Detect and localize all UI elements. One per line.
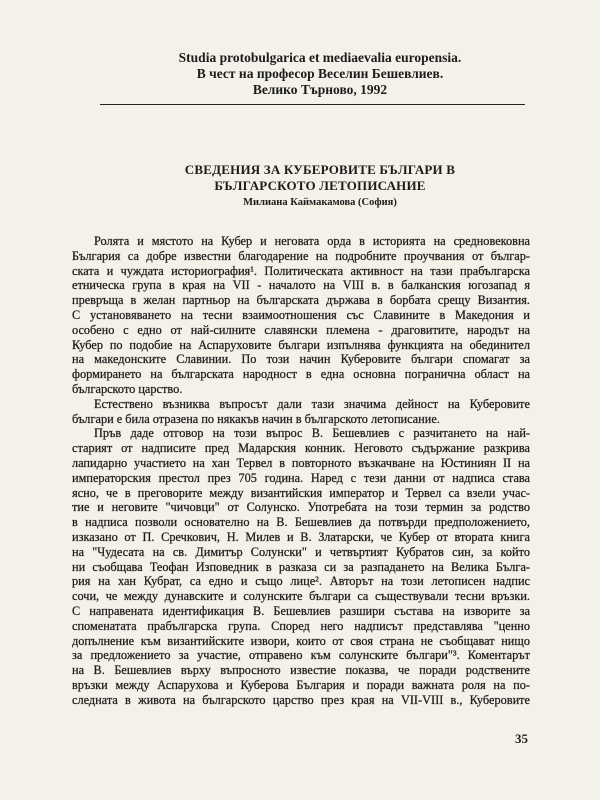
- body-text-line: на "Чудесата на св. Димитър Солунски" и четвъртият Кубратов син, за който: [72, 544, 530, 559]
- header-divider: [100, 104, 525, 105]
- body-text-line: българското царство.: [72, 381, 183, 396]
- body-text-line: на В. Бешевлиев върху въпросното известие показва, че поради родствените: [72, 663, 530, 678]
- body-text-line: българи е била отразена по някакъв начин в българското летописание.: [72, 411, 440, 426]
- article-body: [72, 234, 530, 708]
- body-text-line: в надписа позволи основателно на В. Бешевлиев да потвърди предположението,: [72, 515, 530, 530]
- journal-header-line: Велико Търново, 1992: [252, 82, 388, 97]
- body-text-line: следната в живота на българското царство през края на VII-VIII в., Куберовите: [72, 692, 530, 707]
- body-text-line: Естествено възниква въпросът дали тази значима дейност на Куберовите: [94, 396, 530, 411]
- page-number: 35: [515, 731, 528, 746]
- body-text-line: императорския престол през 705 година. Наред с тези данни от надписа става: [72, 470, 530, 485]
- body-text-line: връзки между Аспарухова и Куберова България и поради важната роля на по-: [72, 677, 530, 692]
- body-text-line: особено с едно от най-силните славянски племена - драговитите, народът на: [72, 322, 530, 337]
- article-title-line: СВЕДЕНИЯ ЗА КУБЕРОВИТЕ БЪЛГАРИ В: [184, 162, 456, 177]
- article-author: Милиана Каймакамова (София): [243, 197, 397, 208]
- body-text-line: ската и чуждата историография¹. Политическата активност на тази прабългарска: [72, 263, 530, 278]
- body-text-line: С установяването на тесни взаимоотношения със Славините в Македония и: [72, 307, 530, 322]
- body-text-line: лапидарно участието на хан Тервел в повторното възкачване на Юстиниян II на: [72, 455, 530, 470]
- body-text-line: ни съобщава Теофан Изповедник в разказа си за разпадането на Велика Бълга-: [72, 559, 530, 574]
- body-text-line: за предложението за участие, отправено към солунските българи"³. Коментарът: [72, 648, 530, 663]
- body-text-line: Кубер по подобие на Аспаруховите българи изпълнява функцията на обединител: [72, 337, 530, 352]
- body-text-line: сочи, че между дунавските и солунските българи са съществували тесни връзки.: [72, 589, 530, 604]
- body-text-line: формирането на българската народност в една основна погранична област на: [72, 367, 530, 382]
- body-text-line: етническа група в края на VII - началото на VIII в. в балканския югозапад я: [72, 278, 530, 293]
- body-text-line: рия на хан Кубрат, са едно и също лице². Авторът на този летописен надпис: [72, 574, 530, 589]
- journal-header-line: Studia protobulgarica et mediaevalia europensia.: [178, 50, 462, 65]
- body-text-line: изказано от П. Сречкович, Н. Милев и В. Златарски, че Кубер от втората книга: [72, 529, 530, 544]
- body-text-line: старият от надписите пред Мадарския конник. Неговото съдържание разкрива: [72, 441, 530, 456]
- body-text-line: Пръв даде отговор на този въпрос В. Бешевлиев с разчитането на най-: [94, 426, 530, 441]
- body-text-line: допълнение към византийските извори, които от своя страна не съобщават нищо: [72, 633, 530, 648]
- journal-header-line: В чест на професор Веселин Бешевлиев.: [196, 66, 444, 81]
- body-text-line: С направената идентификация В. Бешевлиев разшири състава на изворите за: [72, 603, 530, 618]
- article-title-line: БЪЛГАРСКОТО ЛЕТОПИСАНИЕ: [214, 178, 426, 193]
- body-text-line: тие и неговите "чичовци" от Солунско. Употребата на този термин за родство: [72, 500, 530, 515]
- body-text-line: на македонските Славинии. По този начин Куберовите българи спомагат за: [72, 352, 530, 367]
- body-text-line: ясно, че в преговорите между византийския император и Тервел са взели учас-: [72, 485, 530, 500]
- body-text-line: Ролята и мястото на Кубер и неговата орда в историята на средновековна: [94, 234, 530, 248]
- body-text-line: България са добре известни благодарение на подробните проучвания от българ-: [72, 248, 530, 263]
- body-text-line: превръща в желан партньор на българската държава в борбата срещу Византия.: [72, 293, 530, 308]
- body-text-line: споменатата прабългарска група. Според него надписът представлява "ценно: [72, 618, 530, 633]
